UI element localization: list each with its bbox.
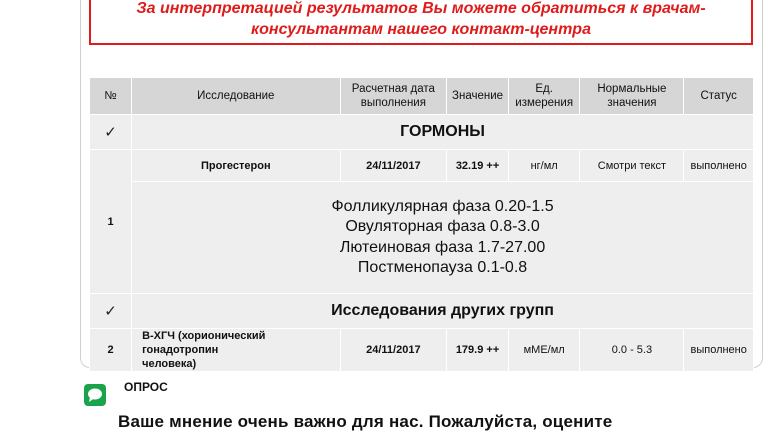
group-checkbox-hormones[interactable]	[90, 115, 131, 149]
check-icon: ✓	[104, 303, 117, 320]
row-norm: 0.0 - 5.3	[580, 329, 683, 371]
header-date: Расчетная дата выполнения	[341, 78, 447, 114]
norms-row	[90, 182, 753, 293]
row-status: выполнено	[684, 150, 753, 181]
row-study-name[interactable]: В-ХГЧ (хорионический гонадотропин человека)	[132, 329, 339, 371]
row-value: 179.9 ++	[447, 329, 508, 371]
group-title-hormones: ГОРМОНЫ	[132, 115, 753, 149]
notice-line-2: консультантам нашего контакт-центра	[251, 21, 591, 38]
header-unit: Ед. измерения	[509, 78, 580, 114]
row-unit: нг/мл	[509, 150, 580, 181]
notice-line-1: За интерпретацией результатов Вы можете обратиться к врачам-	[136, 0, 706, 17]
table-header-row	[90, 78, 753, 114]
header-value: Значение	[447, 78, 508, 114]
table-row	[90, 329, 753, 371]
header-study: Исследование	[132, 78, 339, 114]
row-status: выполнено	[684, 329, 753, 371]
row-date: 24/11/2017	[341, 150, 447, 181]
survey-label: ОПРОС	[124, 380, 168, 394]
row-num: 2	[90, 329, 131, 371]
results-table	[89, 77, 754, 372]
row-num: 1	[90, 150, 131, 293]
header-status: Статус	[684, 78, 753, 114]
group-row-other	[90, 294, 753, 328]
row-unit: мМЕ/мл	[509, 329, 580, 371]
group-checkbox-other[interactable]	[90, 294, 131, 328]
norms-text-cell	[132, 182, 753, 293]
row-norm: Смотри текст	[580, 150, 683, 181]
survey-chat-icon[interactable]	[84, 384, 106, 406]
header-norm: Нормальные значения	[580, 78, 683, 114]
header-num: №	[90, 78, 131, 114]
survey-text: Ваше мнение очень важно для нас. Пожалуйста, оцените	[118, 412, 613, 431]
group-title-other: Исследования других групп	[132, 294, 753, 328]
group-row-hormones	[90, 115, 753, 149]
row-value: 32.19 ++	[447, 150, 508, 181]
table-row	[90, 150, 753, 181]
norms-text: Фолликулярная фаза 0.20-1.5 Овуляторная фаза 0.8-3.0 Лютеиновая фаза 1.7-27.00 Постменопауза 0.1-0.8	[331, 197, 554, 276]
check-icon: ✓	[104, 124, 117, 141]
row-date: 24/11/2017	[341, 329, 447, 371]
notice-box	[89, 0, 753, 45]
row-study-name[interactable]: Прогестерон	[132, 150, 339, 181]
